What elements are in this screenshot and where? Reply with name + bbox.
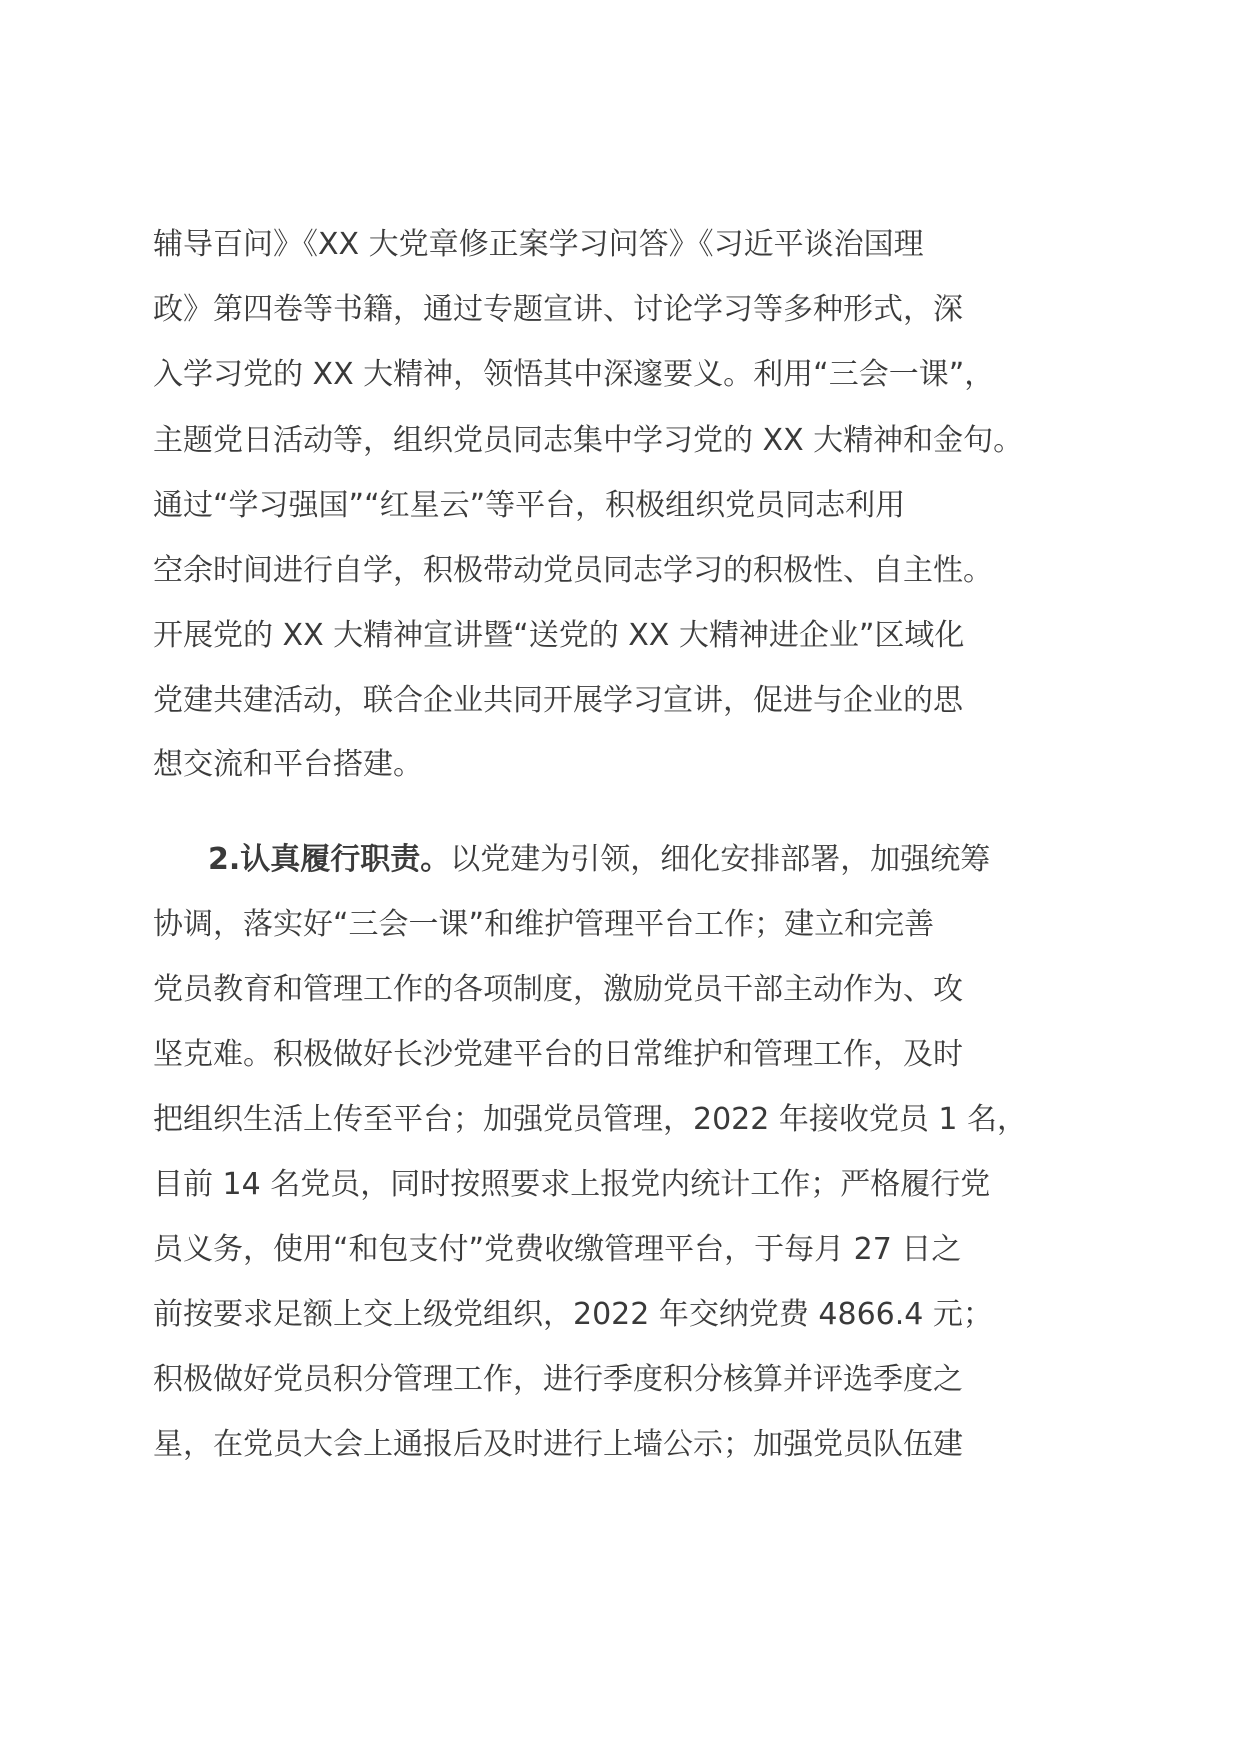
text-line: 辅导百问》《XX 大党章修正案学习问答》《习近平谈治国理 — [153, 227, 924, 262]
text-line: 积极做好党员积分管理工作，进行季度积分核算并评选季度之 — [153, 1362, 963, 1397]
text-line: 党建共建活动，联合企业共同开展学习宣讲，促进与企业的思 — [153, 683, 963, 718]
text-line: 协调，落实好“三会一课”和维护管理平台工作；建立和完善 — [153, 907, 935, 942]
section-heading: 2.认真履行职责。 — [208, 842, 451, 877]
text-line: 目前 14 名党员，同时按照要求上报党内统计工作；严格履行党 — [153, 1167, 991, 1202]
text-line: 党员教育和管理工作的各项制度，激励党员干部主动作为、攻 — [153, 972, 963, 1007]
heading-sentence: 以党建为引领，细化安排部署，加强统筹 — [450, 842, 991, 877]
text-line — [208, 840, 990, 880]
text-line: 开展党的 XX 大精神宣讲暨“送党的 XX 大精神进企业”区域化 — [153, 618, 965, 653]
text-line: 主题党日活动等，组织党员同志集中学习党的 XX 大精神和金句。 — [153, 423, 1024, 458]
text-line: 员义务，使用“和包支付”党费收缴管理平台，于每月 27 日之 — [153, 1232, 962, 1267]
text-line: 把组织生活上传至平台；加强党员管理，2022 年接收党员 1 名， — [153, 1102, 1028, 1137]
text-line: 通过“学习强国”“红星云”等平台，积极组织党员同志利用 — [153, 488, 906, 523]
text-line: 星，在党员大会上通报后及时进行上墙公示；加强党员队伍建 — [153, 1427, 963, 1462]
text-line: 空余时间进行自学，积极带动党员同志学习的积极性、自主性。 — [153, 553, 993, 588]
text-line: 政》第四卷等书籍，通过专题宣讲、讨论学习等多种形式，深 — [153, 292, 963, 327]
text-line: 想交流和平台搭建。 — [153, 747, 423, 782]
text-line: 坚克难。积极做好长沙党建平台的日常维护和管理工作，及时 — [153, 1037, 963, 1072]
text-line: 入学习党的 XX 大精神，领悟其中深邃要义。利用“三会一课”， — [153, 357, 995, 392]
text-line: 前按要求足额上交上级党组织，2022 年交纳党费 4866.4 元； — [153, 1297, 993, 1332]
